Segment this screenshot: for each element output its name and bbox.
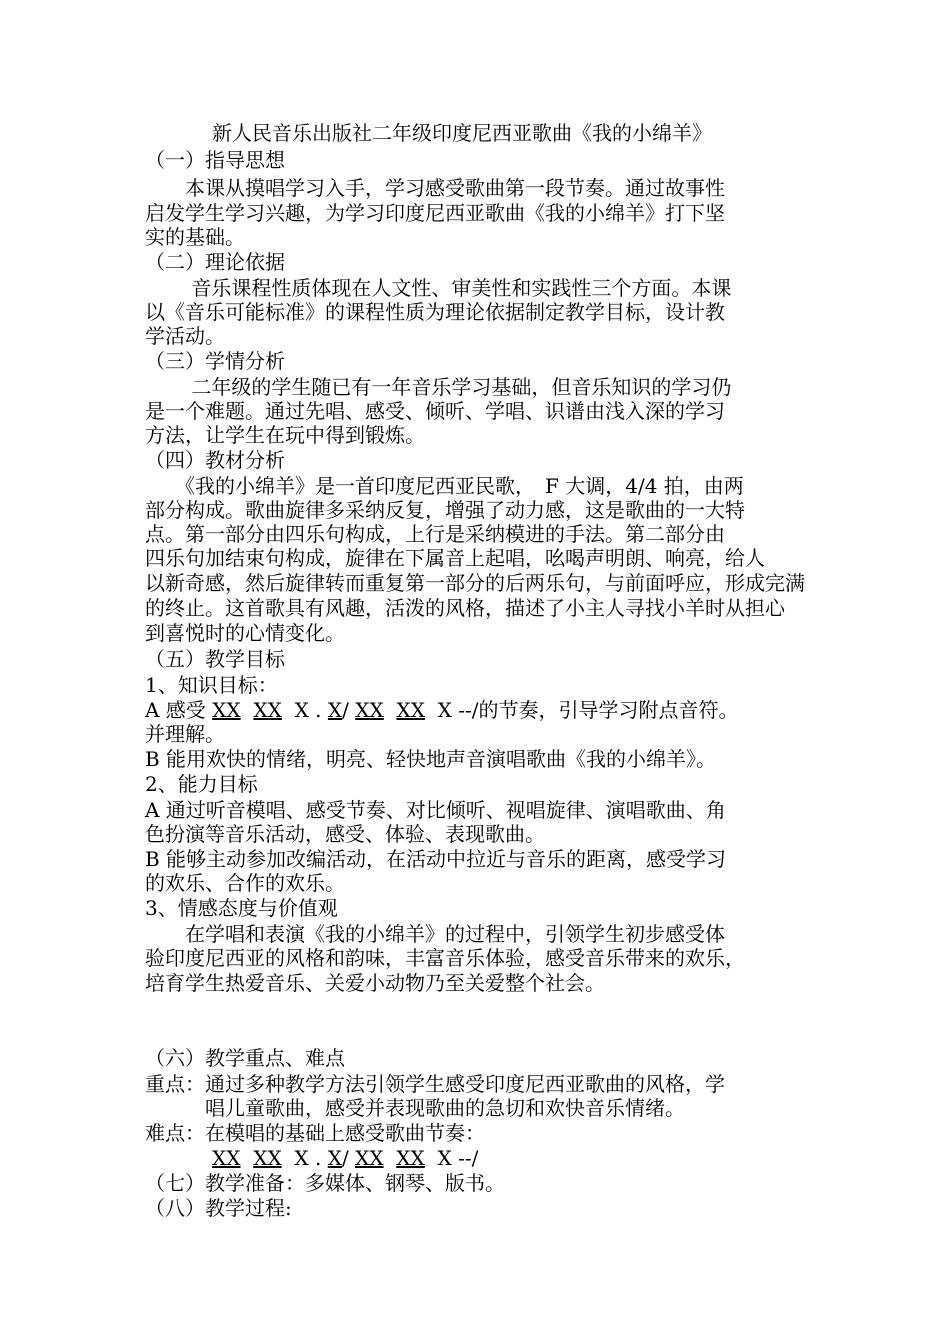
rhythm-note-3: X . — [294, 1146, 322, 1170]
knowledge-goal-a-line-2: 并理解。 — [145, 722, 225, 746]
emotion-goal-line-1: 在学唱和表演《我的小绵羊》的过程中，引领学生初步感受体 — [145, 922, 725, 946]
rhythm-note-6: XX — [355, 698, 384, 722]
section-4-line-4: 四乐句加结束句构成，旋律在下属音上起唱，吆喝声明朗、响亮，给人 — [145, 546, 765, 570]
rhythm-note-1: XX — [212, 1146, 241, 1170]
section-2-line-1: 音乐课程性质体现在人文性、审美性和实践性三个方面。本课 — [145, 276, 732, 300]
section-4-line-7: 到喜悦时的心情变化。 — [145, 621, 345, 645]
key-point-line-2: 唱儿童歌曲，感受并表现歌曲的急切和欢快音乐情绪。 — [145, 1096, 685, 1120]
rhythm-note-8: X --/ — [437, 698, 479, 722]
section-1-line-2: 启发学生学习兴趣，为学习印度尼西亚歌曲《我的小绵羊》打下坚 — [145, 201, 725, 225]
rhythm-note-4: X — [327, 698, 343, 722]
rhythm-note-6: XX — [355, 1146, 384, 1170]
section-1-line-3: 实的基础。 — [145, 225, 245, 249]
rhythm-note-1: XX — [212, 698, 241, 722]
section-2-line-2: 以《音乐可能标准》的课程性质为理论依据制定教学目标，设计教 — [145, 300, 725, 324]
section-6-heading: （六）教学重点、难点 — [145, 1046, 345, 1070]
ability-goal-heading: 2、能力目标 — [145, 772, 258, 796]
knowledge-goal-heading: 1、知识目标： — [145, 673, 278, 697]
knowledge-goal-b: B 能用欢快的情绪，明亮、轻快地声音演唱歌曲《我的小绵羊》。 — [145, 747, 717, 771]
ability-goal-b-line-1: B 能够主动参加改编活动，在活动中拉近与音乐的距离，感受学习 — [145, 847, 727, 871]
ability-goal-a-line-1: A 通过听音模唱、感受节奏、对比倾听、视唱旋律、演唱歌曲、角 — [145, 798, 726, 822]
knowledge-goal-a-line-1 — [145, 698, 739, 722]
emotion-goal-heading: 3、情感态度与价值观 — [145, 896, 338, 920]
rhythm-note-2: XX — [253, 698, 282, 722]
section-3-line-2: 是一个难题。通过先唱、感受、倾听、学唱、识谱由浅入深的学习 — [145, 399, 725, 423]
section-4-line-6: 的终止。这首歌具有风趣，活泼的风格，描述了小主人寻找小羊时从担心 — [145, 596, 785, 620]
rhythm-note-4: X — [327, 1146, 342, 1170]
section-4-line-1: 《我的小绵羊》是一首印度尼西亚民歌， F 大调，4/4 拍，由两 — [145, 474, 744, 498]
key-point-line-1: 重点：通过多种教学方法引领学生感受印度尼西亚歌曲的风格，学 — [145, 1072, 725, 1096]
section-5-heading: （五）教学目标 — [145, 647, 285, 671]
goal-a-prefix: A 感受 — [145, 698, 213, 722]
section-8-line: （八）教学过程: — [145, 1196, 292, 1220]
section-2-line-3: 学活动。 — [145, 324, 225, 348]
document-title: 新人民音乐出版社二年级印度尼西亚歌曲《我的小绵羊》 — [212, 121, 712, 145]
section-1-line-1: 本课从摸唱学习入手，学习感受歌曲第一段节奏。通过故事性 — [145, 176, 725, 200]
section-4-line-2: 部分构成。歌曲旋律多采纳反复，增强了动力感，这是歌曲的一大特 — [145, 498, 745, 522]
rhythm-note-3: X . — [294, 698, 322, 722]
rhythm-note-7: XX — [396, 698, 425, 722]
section-4-line-3: 点。第一部分由四乐句构成，上行是采纳模进的手法。第二部分由 — [145, 522, 725, 546]
emotion-goal-line-3: 培育学生热爱音乐、关爱小动物乃至关爱整个社会。 — [145, 971, 605, 995]
emotion-goal-line-2: 验印度尼西亚的风格和韵味，丰富音乐体验，感受音乐带来的欢乐， — [145, 946, 745, 970]
section-3-heading: （三）学情分析 — [145, 349, 285, 373]
rhythm-bar: / — [342, 698, 349, 722]
section-3-line-3: 方法，让学生在玩中得到锻炼。 — [145, 423, 425, 447]
section-4-line-5: 以新奇感，然后旋律转而重复第一部分的后两乐句，与前面呼应，形成完满 — [145, 571, 805, 595]
rhythm-note-8: X --/ — [437, 1146, 479, 1170]
rhythm-note-7: XX — [396, 1146, 425, 1170]
goal-a-suffix: 的节奏，引导学习附点音符。 — [478, 698, 739, 722]
ability-goal-b-line-2: 的欢乐、合作的欢乐。 — [145, 871, 345, 895]
section-1-heading: （一）指导思想 — [145, 148, 285, 172]
section-4-heading: （四）教材分析 — [145, 448, 285, 472]
section-3-line-1: 二年级的学生随已有一年音乐学习基础，但音乐知识的学习仍 — [145, 375, 732, 399]
rhythm-note-2: XX — [253, 1146, 282, 1170]
section-7-line: （七）教学准备：多媒体、钢琴、版书。 — [145, 1171, 505, 1195]
difficult-point-rhythm — [212, 1146, 478, 1170]
ability-goal-a-line-2: 色扮演等音乐活动，感受、体验、表现歌曲。 — [145, 822, 545, 846]
rhythm-bar: / — [341, 1146, 349, 1170]
difficult-point-line: 难点：在模唱的基础上感受歌曲节奏： — [145, 1121, 485, 1145]
section-2-heading: （二）理论依据 — [145, 250, 285, 274]
